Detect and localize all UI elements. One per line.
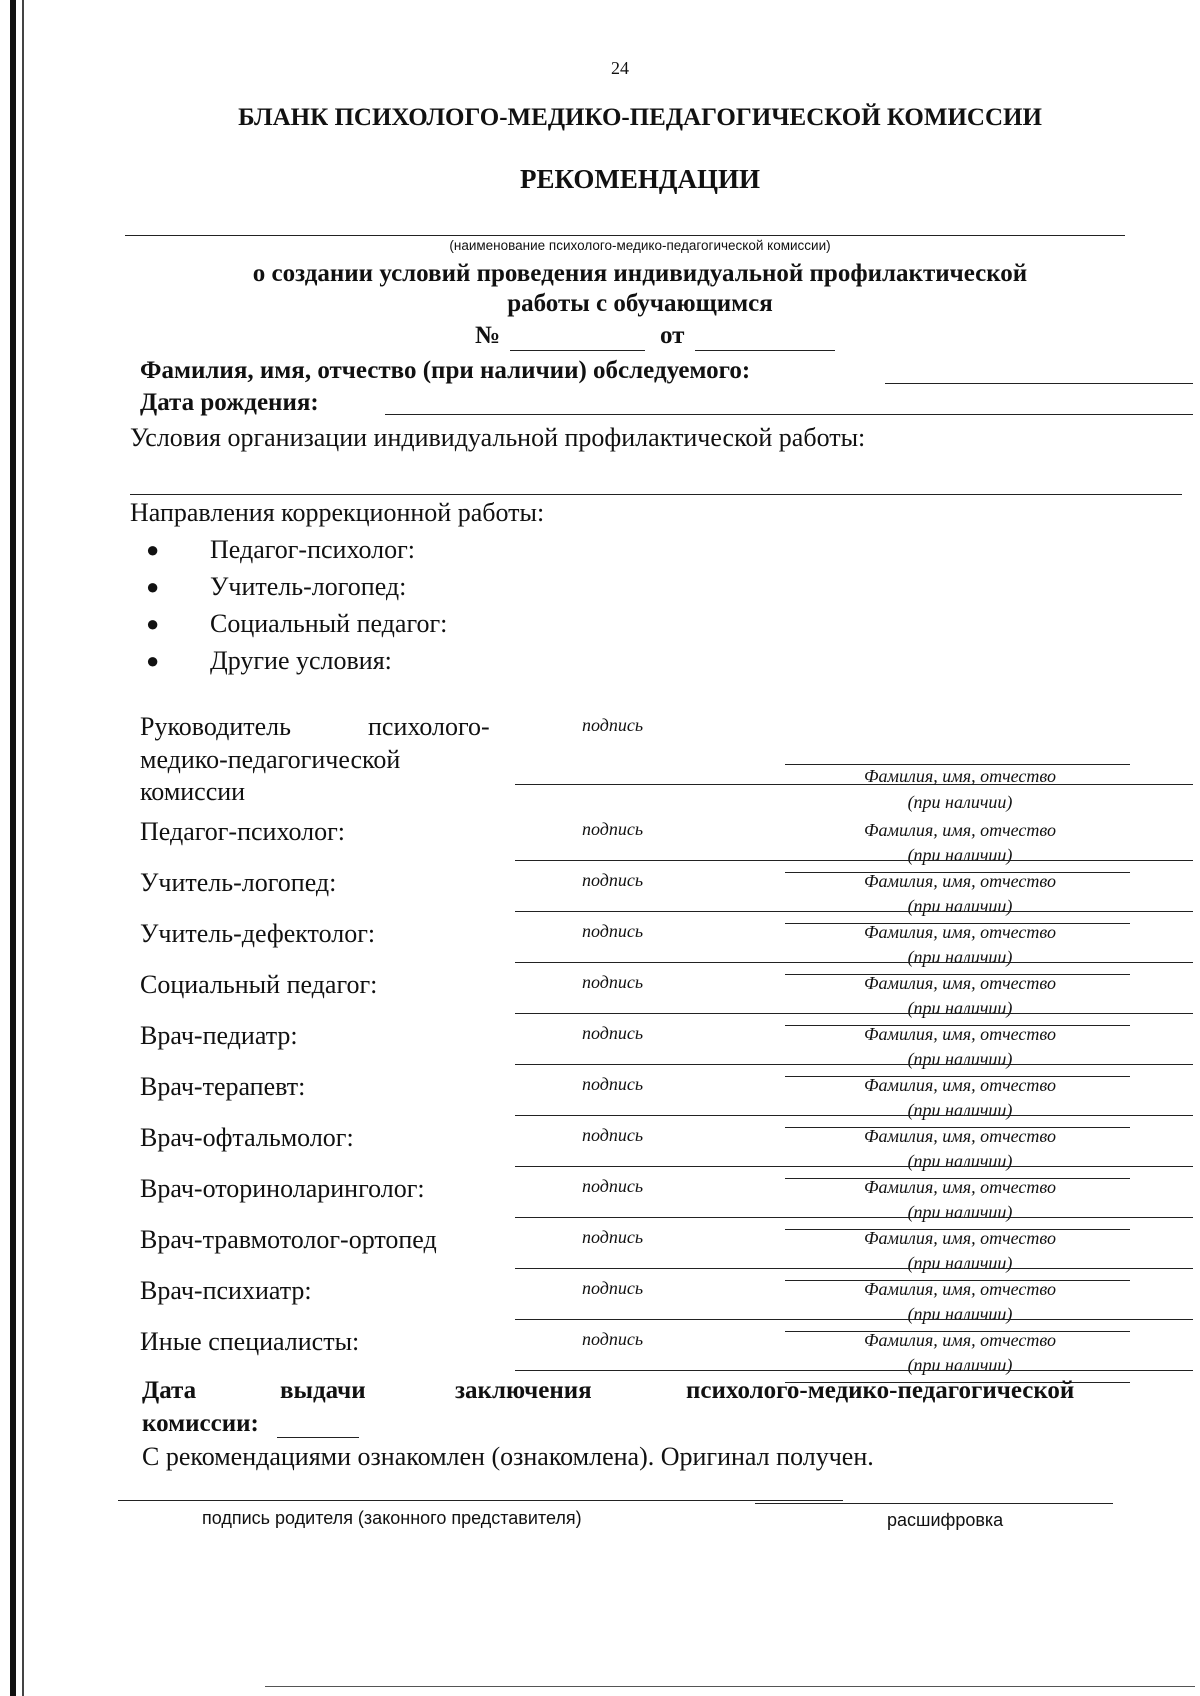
name-caption-2: (при наличии) bbox=[907, 1355, 1013, 1375]
about-line-1: о создании условий проведения индивидуальной профилактической bbox=[252, 260, 1028, 287]
scan-bottom-line bbox=[265, 1686, 1195, 1687]
transcript-caption: расшифровка bbox=[887, 1510, 1004, 1530]
name-caption-2: (при наличии) bbox=[907, 947, 1013, 967]
signature-line[interactable] bbox=[515, 1166, 1193, 1167]
name-caption-1: Фамилия, имя, отчество bbox=[864, 1126, 1056, 1146]
sign-caption: подпись bbox=[582, 1074, 644, 1094]
list-item: ● Другие условия: bbox=[210, 642, 447, 679]
issue-date-input-line[interactable] bbox=[277, 1437, 359, 1438]
role-label: Учитель-дефектолог: bbox=[140, 919, 376, 948]
head-name-caption-2: (при наличии) bbox=[907, 792, 1013, 812]
name-caption-1: Фамилия, имя, отчество bbox=[864, 1075, 1056, 1095]
number-input-line[interactable] bbox=[510, 350, 645, 351]
sign-caption: подпись bbox=[582, 1125, 644, 1145]
role-label: Врач-травмотолог-ортопед bbox=[140, 1225, 437, 1254]
name-caption-2: (при наличии) bbox=[907, 896, 1013, 916]
sign-caption: подпись bbox=[582, 1176, 644, 1196]
list-item: ● Педагог-психолог: bbox=[210, 531, 447, 568]
role-label: Социальный педагог: bbox=[140, 970, 378, 999]
issue-word-4: психолого-медико-педагогической bbox=[686, 1377, 1075, 1404]
bullet-icon: ● bbox=[146, 611, 160, 636]
commission-caption: (наименование психолого-медико-педагогической комиссии) bbox=[449, 238, 831, 253]
role-label: Иные специалисты: bbox=[140, 1327, 360, 1356]
list-item: ● Социальный педагог: bbox=[210, 605, 447, 642]
from-label: от bbox=[660, 322, 685, 349]
role-label: Учитель-логопед: bbox=[140, 868, 337, 897]
head-label-word1: Руководитель bbox=[140, 712, 291, 741]
acknowledgement-text: С рекомендациями ознакомлен (ознакомлена). Оригинал получен. bbox=[142, 1442, 874, 1471]
sign-caption: подпись bbox=[582, 1023, 644, 1043]
sign-caption: подпись bbox=[582, 1278, 644, 1298]
name-caption-2: (при наличии) bbox=[907, 1304, 1013, 1324]
role-label: Врач-оториноларинголог: bbox=[140, 1174, 425, 1203]
list-item: ● Учитель-логопед: bbox=[210, 568, 447, 605]
name-caption-2: (при наличии) bbox=[907, 1049, 1013, 1069]
page-number: 24 bbox=[611, 58, 629, 78]
full-name-input-line[interactable] bbox=[885, 383, 1193, 384]
bullet-icon: ● bbox=[146, 648, 160, 673]
directions-list bbox=[146, 531, 448, 679]
issue-word-3: заключения bbox=[455, 1377, 592, 1404]
signature-line[interactable] bbox=[515, 1370, 1193, 1371]
name-caption-1: Фамилия, имя, отчество bbox=[864, 1024, 1056, 1044]
name-caption-2: (при наличии) bbox=[907, 845, 1013, 865]
name-caption-1: Фамилия, имя, отчество bbox=[864, 922, 1056, 942]
scan-edge bbox=[10, 0, 16, 1696]
role-label: Врач-педиатр: bbox=[140, 1021, 298, 1050]
scan-edge-thin bbox=[22, 0, 24, 1696]
name-caption-1: Фамилия, имя, отчество bbox=[864, 973, 1056, 993]
role-label: Врач-терапевт: bbox=[140, 1072, 306, 1101]
conditions-input-line[interactable] bbox=[130, 494, 1182, 495]
head-label-line3: комиссии bbox=[140, 777, 246, 806]
parent-signature-caption: подпись родителя (законного представителя) bbox=[202, 1508, 582, 1528]
sign-caption: подпись bbox=[582, 1329, 644, 1349]
name-caption-2: (при наличии) bbox=[907, 998, 1013, 1018]
head-label-word2: психолого- bbox=[368, 712, 490, 741]
sign-caption: подпись bbox=[582, 972, 644, 992]
name-caption-1: Фамилия, имя, отчество bbox=[864, 1279, 1056, 1299]
date-input-line[interactable] bbox=[695, 350, 835, 351]
form-title: БЛАНК ПСИХОЛОГО-МЕДИКО-ПЕДАГОГИЧЕСКОЙ КОМИССИИ bbox=[238, 104, 1042, 131]
full-name-label: Фамилия, имя, отчество (при наличии) обследуемого: bbox=[140, 357, 751, 384]
directions-label: Направления коррекционной работы: bbox=[130, 498, 545, 527]
signature-line[interactable] bbox=[515, 1064, 1193, 1065]
signature-line[interactable] bbox=[515, 860, 1193, 861]
birth-date-input-line[interactable] bbox=[385, 414, 1193, 415]
sign-caption: подпись bbox=[582, 1227, 644, 1247]
role-label: Педагог-психолог: bbox=[140, 817, 345, 846]
head-name-line[interactable] bbox=[785, 764, 1130, 765]
name-caption-1: Фамилия, имя, отчество bbox=[864, 820, 1056, 840]
issue-word-2: выдачи bbox=[280, 1377, 366, 1404]
about-line-2: работы с обучающимся bbox=[507, 290, 773, 317]
conditions-label: Условия организации индивидуальной профилактической работы: bbox=[130, 423, 866, 452]
transcript-line[interactable] bbox=[755, 1503, 1113, 1504]
head-sign-caption: подпись bbox=[582, 715, 644, 735]
name-caption-2: (при наличии) bbox=[907, 1151, 1013, 1171]
name-caption-2: (при наличии) bbox=[907, 1202, 1013, 1222]
name-caption-2: (при наличии) bbox=[907, 1253, 1013, 1273]
signature-line[interactable] bbox=[515, 911, 1193, 912]
sign-caption: подпись bbox=[582, 870, 644, 890]
name-caption-1: Фамилия, имя, отчество bbox=[864, 871, 1056, 891]
commission-name-line bbox=[125, 235, 1125, 236]
name-caption-1: Фамилия, имя, отчество bbox=[864, 1177, 1056, 1197]
name-caption-2: (при наличии) bbox=[907, 1100, 1013, 1120]
name-caption-1: Фамилия, имя, отчество bbox=[864, 1330, 1056, 1350]
role-label: Врач-психиатр: bbox=[140, 1276, 312, 1305]
birth-date-label: Дата рождения: bbox=[140, 389, 319, 416]
head-label-line2: медико-педагогической bbox=[140, 745, 401, 774]
head-name-caption-1: Фамилия, имя, отчество bbox=[864, 766, 1056, 786]
name-caption-1: Фамилия, имя, отчество bbox=[864, 1228, 1056, 1248]
bullet-icon: ● bbox=[146, 537, 160, 562]
signature-line[interactable] bbox=[515, 1013, 1193, 1014]
bullet-icon: ● bbox=[146, 574, 160, 599]
issue-word-5: комиссии: bbox=[142, 1410, 259, 1437]
sign-caption: подпись bbox=[582, 819, 644, 839]
sign-caption: подпись bbox=[582, 921, 644, 941]
form-subtitle: РЕКОМЕНДАЦИИ bbox=[520, 164, 760, 194]
signature-line[interactable] bbox=[515, 1319, 1193, 1320]
issue-word-1: Дата bbox=[142, 1377, 197, 1404]
signature-line[interactable] bbox=[515, 1115, 1193, 1116]
parent-signature-line[interactable] bbox=[118, 1500, 843, 1501]
signature-line[interactable] bbox=[515, 962, 1193, 963]
role-label: Врач-офтальмолог: bbox=[140, 1123, 354, 1152]
signature-line[interactable] bbox=[515, 1217, 1193, 1218]
number-label: № bbox=[475, 322, 501, 349]
signature-line[interactable] bbox=[515, 1268, 1193, 1269]
